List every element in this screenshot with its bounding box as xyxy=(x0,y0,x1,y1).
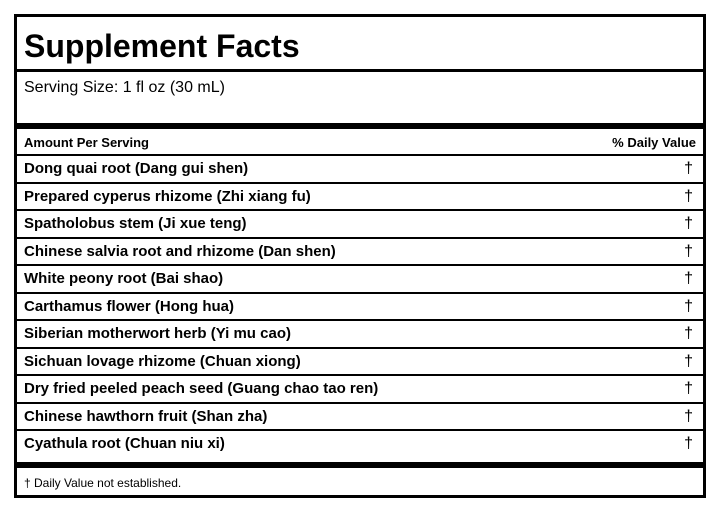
supplement-facts-panel xyxy=(14,14,706,498)
ingredient-name: Spatholobus stem (Ji xue teng) xyxy=(24,215,247,232)
daily-value-dagger: † xyxy=(684,215,693,232)
ingredient-name: Cyathula root (Chuan niu xi) xyxy=(24,435,225,452)
ingredient-name: Chinese hawthorn fruit (Shan zha) xyxy=(24,407,268,425)
ingredient-row xyxy=(17,376,703,404)
ingredient-name: Siberian motherwort herb (Yi mu cao) xyxy=(24,325,291,342)
ingredient-row xyxy=(17,404,703,432)
ingredient-row xyxy=(17,431,703,457)
daily-value-dagger: † xyxy=(684,435,693,452)
title-divider xyxy=(17,69,703,72)
ingredient-row xyxy=(17,321,703,349)
daily-value-header: % Daily Value xyxy=(612,135,696,150)
amount-per-serving-header: Amount Per Serving xyxy=(24,135,149,150)
ingredient-list xyxy=(17,156,703,457)
ingredient-row xyxy=(17,239,703,267)
thick-divider-bottom xyxy=(17,462,703,468)
daily-value-dagger: † xyxy=(684,160,693,177)
ingredient-row xyxy=(17,266,703,294)
ingredient-row xyxy=(17,184,703,212)
serving-size: Serving Size: 1 fl oz (30 mL) xyxy=(24,79,225,96)
daily-value-dagger: † xyxy=(684,242,693,260)
ingredient-name: Sichuan lovage rhizome (Chuan xiong) xyxy=(24,352,301,370)
column-header-row xyxy=(17,129,703,154)
daily-value-dagger: † xyxy=(684,270,693,287)
ingredient-name: Prepared cyperus rhizome (Zhi xiang fu) xyxy=(24,187,311,205)
daily-value-dagger: † xyxy=(684,325,693,342)
daily-value-dagger: † xyxy=(684,297,693,315)
ingredient-name: Dong quai root (Dang gui shen) xyxy=(24,160,249,177)
daily-value-dagger: † xyxy=(684,187,693,205)
panel-title: Supplement Facts xyxy=(24,28,300,64)
daily-value-dagger: † xyxy=(684,407,693,425)
ingredient-row xyxy=(17,211,703,239)
ingredient-row xyxy=(17,294,703,322)
daily-value-dagger: † xyxy=(684,380,693,397)
daily-value-dagger: † xyxy=(684,352,693,370)
ingredient-name: Chinese salvia root and rhizome (Dan shen) xyxy=(24,242,336,260)
ingredient-name: Carthamus flower (Hong hua) xyxy=(24,297,235,315)
ingredient-name: White peony root (Bai shao) xyxy=(24,270,224,287)
ingredient-row xyxy=(17,156,703,184)
ingredient-name: Dry fried peeled peach seed (Guang chao tao ren) xyxy=(24,380,379,397)
ingredient-row xyxy=(17,349,703,377)
footnote: † Daily Value not established. xyxy=(24,476,182,490)
